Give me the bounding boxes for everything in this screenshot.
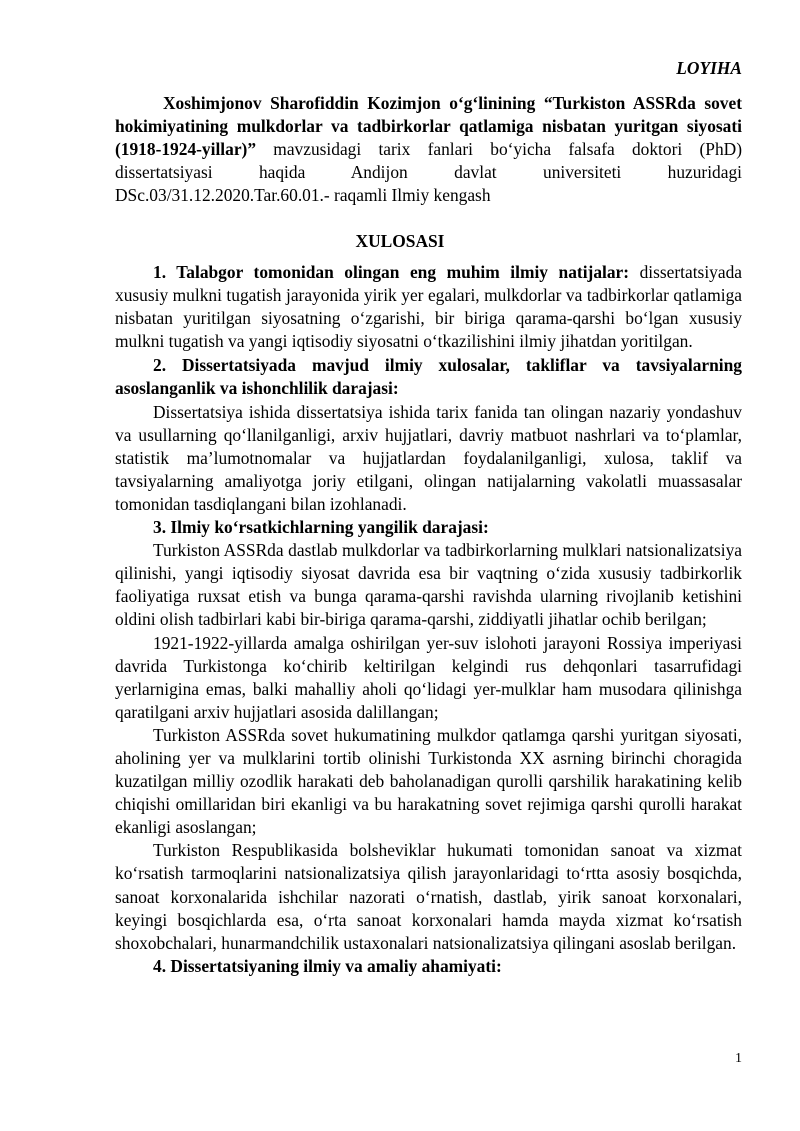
intro-paragraph: [115, 92, 742, 207]
section-1-text: dissertatsiyada xususiy mulkni tugatish jarayonida yirik yer egalari, mulkdorlar va tadbirkorlar qatlamiga nisbatan yuritilgan siyosatning o‘zgarishi, bir biriga qarama-qarshi bo‘lgan xususiy mulkni tugatish va yangi iqtisodiy siyosatni o‘tkazilishini ilmiy jihatdan yoritilgan.: [115, 262, 742, 352]
section-2-heading: 2. Dissertatsiyada mavjud ilmiy xulosalar, takliflar va tavsiyalarning asoslanganlik va ishonchlilik darajasi:: [115, 355, 742, 399]
intro-description: mavzusidagi tarix fanlari bo‘yicha falsafa doktori (PhD) dissertatsiyasi haqida Andijon davlat universiteti huzuridagi DSc.03/31.12.2020.Tar.60.01.- raqamli Ilmiy kengash: [115, 139, 742, 206]
section-2-paragraph: Dissertatsiya ishida dissertatsiya ishida tarix fanida tan olingan nazariy yondashuv va usullarning qo‘llanilganligi, arxiv hujjatlari, davriy matbuot nashrlari va to‘plamlar, statistik ma’lumotnomalar va hujjatlardan foydalanilganligi, xulosa, taklif va tavsiyalarning amaliyotga joriy etilgani, olingan natijalarning vakolatli muassasalar tomonidan tasdiqlangani bilan izohlanadi.: [115, 401, 742, 514]
section-3-heading: 3. Ilmiy ko‘rsatkichlarning yangilik darajasi:: [153, 517, 489, 538]
dissertation-title: Xoshimjonov Sharofiddin Kozimjon o‘g‘linining “Turkiston ASSRda sovet hokimiyatining mulkdorlar va tadbirkorlar qatlamiga nisbatan yuritgan siyosati (1918-1924-yillar)”: [115, 93, 742, 160]
section-1-heading: 1. Talabgor tomonidan olingan eng muhim ilmiy natijalar:: [153, 262, 630, 282]
document-body: [115, 261, 742, 978]
section-3-paragraph: Turkiston Respublikasida bolsheviklar hukumati tomonidan sanoat va xizmat ko‘rsatish tarmoqlarini natsionalizatsiya qilish jarayonlaridagi to‘rtta asosiy bosqichda, sanoat korxonalarida ishchilar nazorati o‘rnatish, dastlab, yirik sanoat korxonalari, keyingi bosqichlarda esa, o‘rta sanoat korxonalari hamda mayda xizmat ko‘rsatish shoxobchalari, hunarmandchilik ustaxonalari natsionalizatsiya qilingani asoslab berilgan.: [115, 840, 742, 953]
section-1: [115, 261, 742, 353]
section-3-paragraph: Turkiston ASSRda dastlab mulkdorlar va tadbirkorlarning mulklari natsionalizatsiya qilinishi, yangi iqtisodiy siyosat davrida esa bir vaqtning o‘zida xususiy tadbirkorlik faoliyatiga ruxsat etish va bunga qarama-qarshi ravishda ularning rivojlanib ketishini oldini olish tadbirlari kabi bir-biriga qarama-qarshi, ziddiyatli jihatlar ochib berilgan;: [115, 540, 742, 630]
draft-label: LOYIHA: [676, 58, 742, 78]
section-3-paragraph: Turkiston ASSRda sovet hukumatining mulkdor qatlamga qarshi yuritgan siyosati, aholining yer va mulklarini tortib olinishi Turkistonda XX asrning birinchi choragida kuzatilgan milliy ozodlik harakati deb baholanadigan qurolli qarshilik harakatining kelib chiqishi omillaridan biri ekanligi va bu harakatning sovet rejimiga qarshi qurolli harakat ekanligi asoslangan;: [115, 724, 742, 838]
page-number: 1: [735, 1051, 742, 1066]
document-title: XULOSASI: [355, 231, 445, 251]
section-3-paragraph: 1921-1922-yillarda amalga oshirilgan yer-suv islohoti jarayoni Rossiya imperiyasi davrida Turkistonga ko‘chirib keltirilgan kelgindi rus dehqonlari tasarrufidagi yerlarnigina emas, balki mahalliy aholi qo‘lidagi yer-mulklar ham musodara qilinishga qaratilgani arxiv hujjatlari asosida dalillangan;: [115, 632, 742, 722]
section-4-heading: 4. Dissertatsiyaning ilmiy va amaliy ahamiyati:: [153, 955, 502, 976]
